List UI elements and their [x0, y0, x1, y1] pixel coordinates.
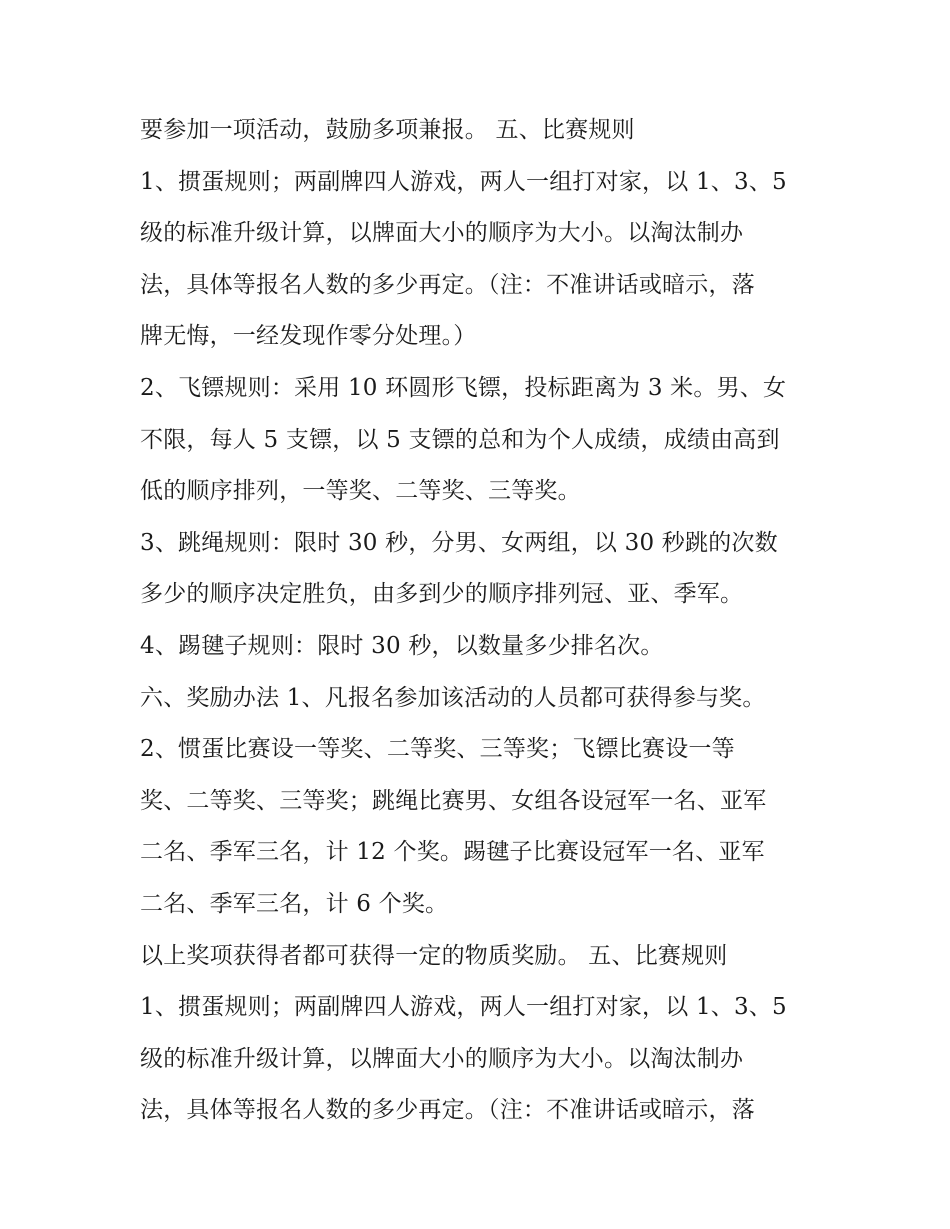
text-line: 六、奖励办法 1、凡报名参加该活动的人员都可获得参与奖。: [140, 684, 766, 711]
text-line: 法，具体等报名人数的多少再定。（注：不准讲话或暗示，落: [140, 1097, 755, 1124]
text-line: 奖、二等奖、三等奖；跳绳比赛男、女组各设冠军一名、亚军: [140, 787, 767, 814]
text-line: 多少的顺序决定胜负，由多到少的顺序排列冠、亚、季军。: [140, 581, 744, 608]
text-line: 低的顺序排列，一等奖、二等奖、三等奖。: [140, 478, 581, 505]
text-line: 1、掼蛋规则；两副牌四人游戏，两人一组打对家，以 1、3、5: [140, 168, 787, 195]
text-line: 二名、季军三名，计 12 个奖。踢毽子比赛设冠军一名、亚军: [140, 839, 765, 866]
text-line: 3、跳绳规则：限时 30 秒，分男、女两组，以 30 秒跳的次数: [140, 529, 778, 556]
text-line: 二名、季军三名，计 6 个奖。: [140, 890, 449, 917]
text-line: 不限，每人 5 支镖，以 5 支镖的总和为个人成绩，成绩由高到: [140, 426, 780, 453]
text-line: 要参加一项活动，鼓励多项兼报。 五、比赛规则: [140, 117, 635, 143]
text-line: 以上奖项获得者都可获得一定的物质奖励。 五、比赛规则: [140, 942, 728, 969]
text-line: 4、踢毽子规则：限时 30 秒，以数量多少排名次。: [140, 632, 664, 659]
document-body: [140, 108, 830, 1140]
text-line: 法，具体等报名人数的多少再定。（注：不准讲话或暗示，落: [140, 271, 755, 298]
text-line: 2、飞镖规则：采用 10 环圆形飞镖，投标距离为 3 米。男、女: [140, 374, 787, 401]
text-line: 1、掼蛋规则；两副牌四人游戏，两人一组打对家，以 1、3、5: [140, 994, 787, 1021]
text-line: 2、惯蛋比赛设一等奖、二等奖、三等奖；飞镖比赛设一等: [140, 736, 735, 763]
text-line: 级的标准升级计算，以牌面大小的顺序为大小。以淘汰制办: [140, 220, 744, 247]
text-line: 级的标准升级计算，以牌面大小的顺序为大小。以淘汰制办: [140, 1045, 744, 1072]
text-line: 牌无悔，一经发现作零分处理。）: [140, 323, 477, 350]
